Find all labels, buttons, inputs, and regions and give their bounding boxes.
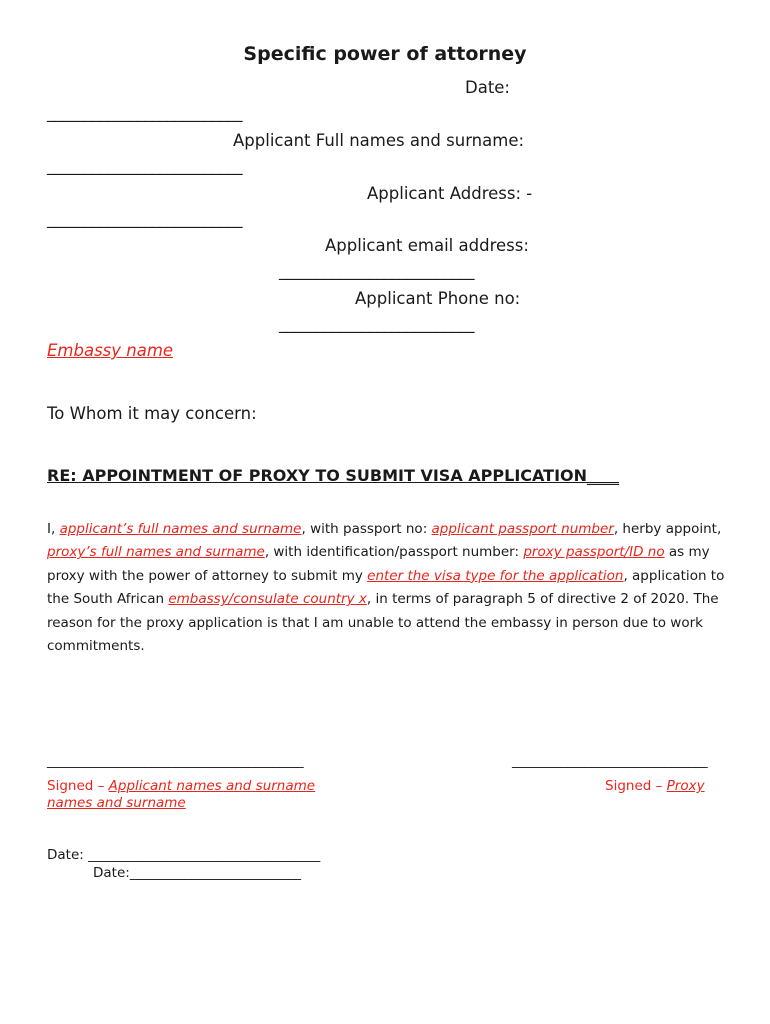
re-heading	[47, 466, 619, 485]
proxy-id-placeholder[interactable]: proxy passport/ID no	[523, 544, 665, 561]
applicant-signature-line[interactable]: __________________________________________	[47, 754, 304, 769]
salutation: To Whom it may concern:	[47, 404, 257, 423]
body-paragraph	[47, 518, 737, 658]
date-1-label: Date:	[47, 847, 89, 863]
document-title: Specific power of attorney	[243, 43, 527, 65]
applicant-email-label: Applicant email address:	[325, 236, 529, 255]
applicant-phone-input-line[interactable]: __________________________	[279, 314, 474, 333]
applicant-address-label: Applicant Address: -	[367, 184, 533, 203]
embassy-country-placeholder[interactable]: embassy/consulate country x	[168, 591, 367, 608]
body-text: , herby appoint,	[613, 521, 722, 537]
applicant-email-input-line[interactable]: __________________________	[279, 261, 474, 280]
applicant-phone-label: Applicant Phone no:	[355, 289, 521, 308]
date-input-line[interactable]: __________________________	[47, 103, 242, 122]
applicant-signature-name-placeholder[interactable]: Applicant names and surname	[108, 778, 316, 794]
applicant-passport-placeholder[interactable]: applicant passport number	[431, 521, 614, 537]
applicant-fullname-input-line[interactable]: __________________________	[47, 156, 242, 175]
re-heading-text: RE: APPOINTMENT OF PROXY TO SUBMIT VISA APPLICATION	[47, 466, 588, 485]
signed-prefix: Signed –	[605, 778, 667, 794]
date-signature-2	[93, 865, 301, 881]
date-signature-1	[47, 847, 320, 863]
applicant-fullname-label: Applicant Full names and surname:	[233, 131, 525, 150]
body-text: I,	[47, 521, 60, 537]
embassy-name-placeholder[interactable]: Embassy name	[47, 341, 174, 360]
body-text: , application to the South African	[47, 567, 725, 608]
date-2-input-line[interactable]: ____________________________	[129, 866, 301, 881]
visa-type-placeholder[interactable]: enter the visa type for the application	[367, 567, 624, 584]
date-2-label: Date:	[93, 865, 130, 881]
applicant-address-input-line[interactable]: __________________________	[47, 209, 242, 228]
proxy-signature-line[interactable]: ________________________________	[512, 754, 708, 769]
signed-prefix: Signed –	[47, 778, 109, 794]
date-label: Date:	[465, 78, 510, 97]
applicant-signed-label	[47, 778, 315, 794]
applicant-fullname-placeholder[interactable]: applicant’s full names and surname	[59, 521, 302, 537]
proxy-signature-name-placeholder[interactable]: Proxy	[666, 778, 705, 794]
body-text: , with passport no:	[301, 521, 432, 537]
body-text: , in terms of paragraph 5 of directive 2 of 2020. The reason for the proxy application is that I am unable to attend the embassy in person due to work commitments.	[47, 591, 719, 655]
applicant-signature-name-cont: names and surname	[47, 795, 186, 811]
re-heading-underline: ____	[587, 466, 620, 485]
proxy-fullname-placeholder[interactable]: proxy’s full names and surname	[47, 544, 265, 561]
body-text: , with identification/passport number:	[264, 544, 524, 561]
date-1-input-line[interactable]: ______________________________________	[88, 848, 320, 863]
body-text: as my proxy with the power of attorney to submit my	[47, 544, 710, 584]
proxy-signed-label	[605, 778, 705, 794]
